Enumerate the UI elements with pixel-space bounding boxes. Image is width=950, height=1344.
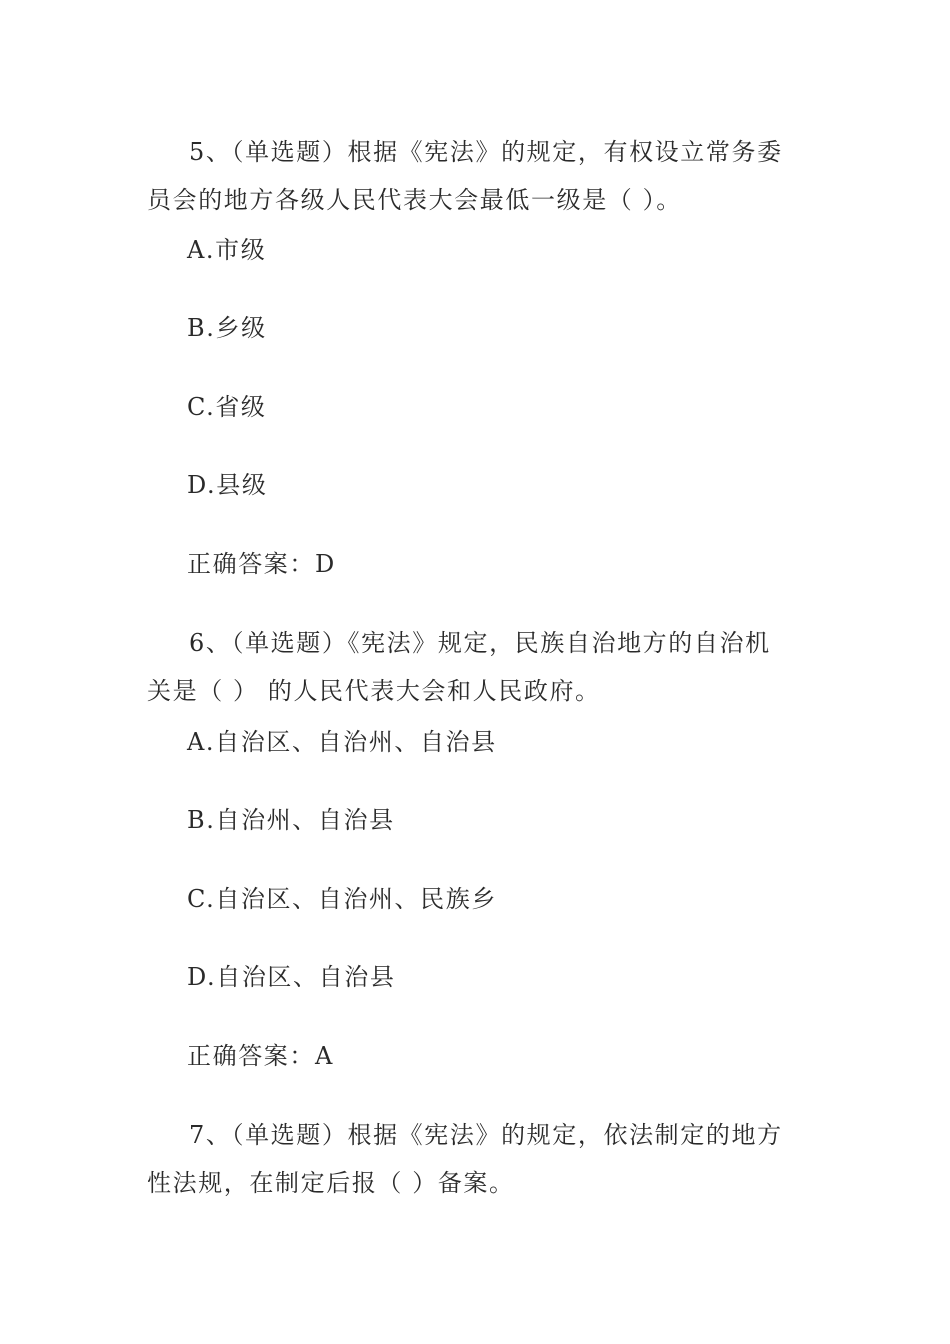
question-6-option-a: A.自治区、自治州、自治县 xyxy=(187,728,497,756)
question-5-stem: 5、（单选题）根据《宪法》的规定，有权设立常务委员会的地方各级人民代表大会最低一级是（ ）。 xyxy=(147,138,783,214)
question-5-option-b: B.乡级 xyxy=(187,314,267,342)
question-6-option-c: C.自治区、自治州、民族乡 xyxy=(187,885,497,913)
question-7-stem: 7、（单选题）根据《宪法》的规定，依法制定的地方性法规，在制定后报（ ）备案。 xyxy=(147,1121,783,1197)
question-6-stem: 6、（单选题）《宪法》规定，民族自治地方的自治机关是（ ） 的人民代表大会和人民政府。 xyxy=(147,629,771,705)
question-6-option-b: B.自治州、自治县 xyxy=(187,806,395,834)
question-5-answer: 正确答案：D xyxy=(187,550,336,578)
question-6-option-d: D.自治区、自治县 xyxy=(187,963,396,991)
question-5-option-c: C.省级 xyxy=(187,393,267,421)
question-5-option-a: A.市级 xyxy=(187,236,267,264)
question-6-answer: 正确答案：A xyxy=(187,1042,334,1070)
question-5-option-d: D.县级 xyxy=(187,471,268,499)
